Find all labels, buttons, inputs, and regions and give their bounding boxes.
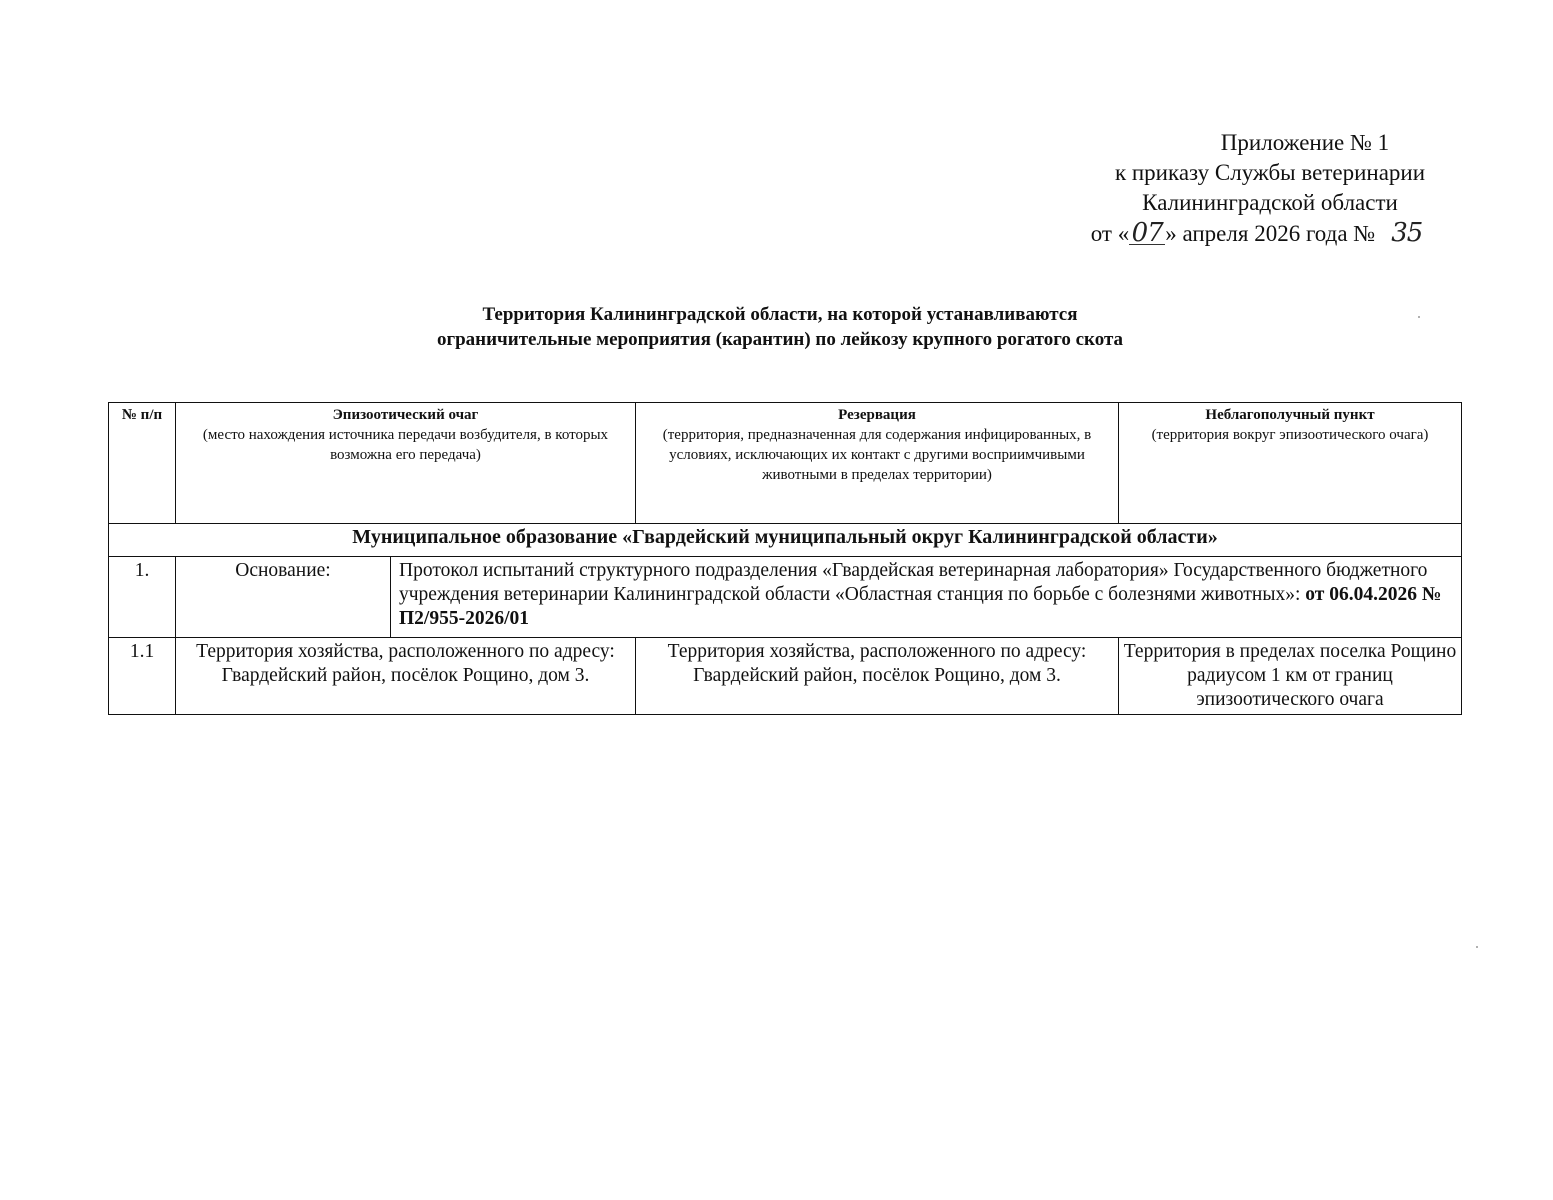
basis-row-num: 1. bbox=[109, 557, 176, 638]
date-suffix: » апреля 2026 года № bbox=[1165, 221, 1376, 246]
basis-text: Протокол испытаний структурного подразделения «Гвардейская ветеринарная лаборатория» Государственного бюджетного учреждения ветеринарии Калининградской области «Областная станция по борьбе с болезнями животных»: bbox=[399, 560, 1428, 605]
appendix-date-line bbox=[1000, 218, 1540, 249]
section-row bbox=[109, 524, 1462, 557]
scan-speck bbox=[1476, 946, 1478, 948]
date-prefix: от « bbox=[1090, 221, 1130, 246]
table-row bbox=[109, 638, 1462, 715]
basis-row bbox=[109, 557, 1462, 638]
row-focus: Территория хозяйства, расположенного по адресу: Гвардейский район, посёлок Рощино, дом 3. bbox=[176, 638, 636, 715]
row-reserve: Территория хозяйства, расположенного по адресу: Гвардейский район, посёлок Рощино, дом 3. bbox=[636, 638, 1119, 715]
header-point bbox=[1119, 403, 1462, 524]
header-point-title: Неблагополучный пункт bbox=[1205, 407, 1375, 423]
header-point-desc: (территория вокруг эпизоотического очага) bbox=[1151, 427, 1429, 443]
row-num: 1.1 bbox=[109, 638, 176, 715]
title-line-2: ограничительные мероприятия (карантин) по лейкозу крупного рогатого скота bbox=[436, 329, 1124, 350]
handwritten-order-number: 35 bbox=[1391, 218, 1423, 248]
basis-protocol-ref: от 06.04.2026 № П2/955-2026/01 bbox=[399, 584, 1442, 629]
section-municipality: Муниципальное образование «Гвардейский муниципальный округ Калининградской области» bbox=[109, 524, 1462, 557]
header-num: № п/п bbox=[109, 403, 176, 524]
table-header-row bbox=[109, 403, 1462, 524]
header-focus bbox=[176, 403, 636, 524]
basis-label: Основание: bbox=[176, 557, 391, 638]
quarantine-table bbox=[108, 402, 1462, 715]
header-reserve-desc: (территория, предназначенная для содержания инфицированных, в условиях, исключающих их контакт с другими восприимчивыми животными в пределах территории) bbox=[662, 427, 1092, 483]
appendix-block bbox=[1000, 128, 1540, 249]
scan-speck bbox=[1418, 316, 1420, 318]
basis-text-cell bbox=[391, 557, 1462, 638]
header-focus-desc: (место нахождения источника передачи возбудителя, в которых возможна его передача) bbox=[202, 427, 609, 463]
title-line-1: Территория Калининградской области, на которой устанавливаются bbox=[482, 304, 1078, 325]
handwritten-day: 07 bbox=[1129, 222, 1165, 245]
row-point: Территория в пределах поселка Рощино радиусом 1 км от границ эпизоотического очага bbox=[1119, 638, 1462, 715]
header-reserve-title: Резервация bbox=[838, 407, 916, 423]
appendix-title: Приложение № 1 bbox=[1220, 130, 1390, 155]
appendix-region: Калининградской области bbox=[1142, 190, 1398, 215]
document-title bbox=[280, 302, 1280, 352]
appendix-order-ref: к приказу Службы ветеринарии bbox=[1114, 160, 1426, 185]
header-reserve bbox=[636, 403, 1119, 524]
header-focus-title: Эпизоотический очаг bbox=[332, 407, 479, 423]
